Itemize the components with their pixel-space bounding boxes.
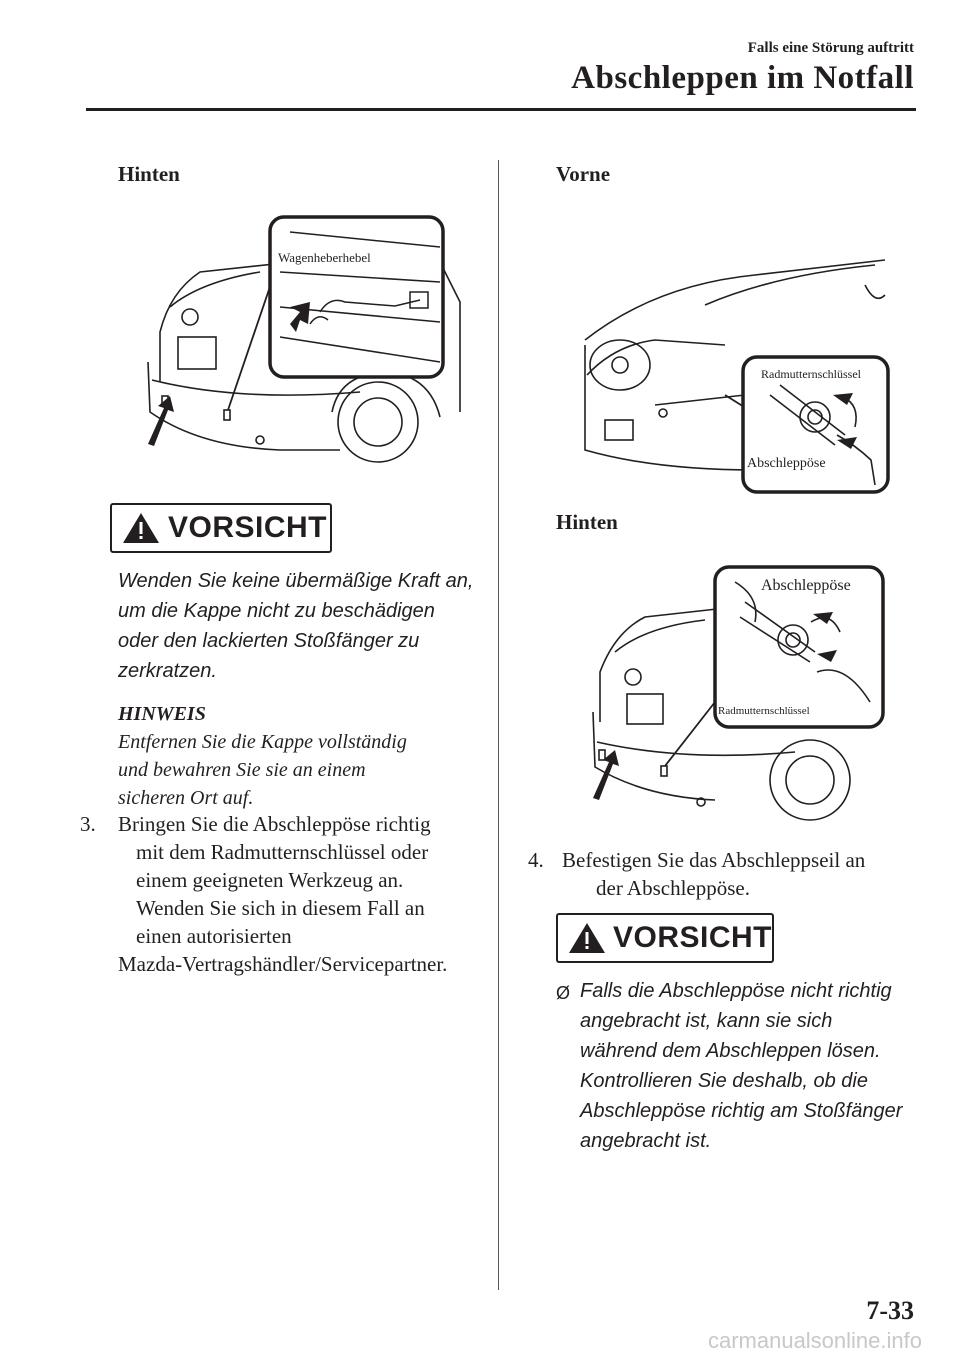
header-rule bbox=[86, 108, 916, 111]
callout-eye-front: Abschleppöse bbox=[747, 456, 826, 471]
warning-text-right: Falls die Abschleppöse nicht richtig angebracht ist, kann sie sich während dem Abschleppen lösen. Kontrollieren Sie deshalb, ob die Abschleppöse richtig am Stoßfänger angebracht ist. bbox=[580, 980, 903, 1152]
watermark: carmanualsonline.info bbox=[707, 1328, 922, 1353]
callout-wrench-front: Radmutternschlüssel bbox=[761, 367, 861, 381]
callout-wrench-rear: Radmutternschlüssel bbox=[718, 705, 810, 717]
step4-number: 4. bbox=[528, 848, 544, 872]
page-number: 7-33 bbox=[866, 1296, 914, 1325]
warning-triangle-icon bbox=[568, 921, 605, 955]
page-title: Abschleppen im Notfall bbox=[571, 60, 914, 96]
note-block: HINWEIS Entfernen Sie die Kappe vollständig und bewahren Sie sie an einem sicheren Ort auf. bbox=[118, 703, 407, 809]
label-rear-right: Hinten bbox=[556, 510, 618, 534]
callout-eye-rear: Abschleppöse bbox=[761, 577, 851, 594]
label-rear: Hinten bbox=[118, 162, 180, 186]
warning-box-left bbox=[110, 503, 332, 553]
front-towing-illustration bbox=[575, 245, 895, 500]
column-divider bbox=[498, 160, 499, 1290]
bullet-marker: Ø bbox=[556, 983, 571, 1003]
step4-text: Befestigen Sie das Abschleppseil an der Abschleppöse. bbox=[562, 848, 866, 900]
warning-text-left: Wenden Sie keine übermäßige Kraft an, um die Kappe nicht zu beschädigen oder den lackierten Stoßfänger zu zerkratzen. bbox=[118, 570, 474, 682]
section-title: Falls eine Störung auftritt bbox=[747, 40, 914, 56]
rear-jack-illustration bbox=[140, 212, 465, 482]
warning-label: VORSICHT bbox=[612, 921, 772, 954]
warning-label: VORSICHT bbox=[168, 511, 328, 544]
callout-jack-lever: Wagenheberhebel bbox=[278, 250, 371, 265]
warning-triangle-icon bbox=[122, 511, 160, 545]
rear-towing-illustration bbox=[585, 562, 890, 832]
step3-text: Bringen Sie die Abschleppöse richtig mit dem Radmutternschlüssel oder einem geeigneten Werkzeug an. Wenden Sie sich in diesem Fall an einen autorisierten Mazda-Vertragshändler/Servicepartner. bbox=[118, 812, 448, 976]
step3-number: 3. bbox=[80, 812, 96, 836]
warning-box-right bbox=[556, 913, 774, 963]
label-front: Vorne bbox=[556, 162, 611, 186]
